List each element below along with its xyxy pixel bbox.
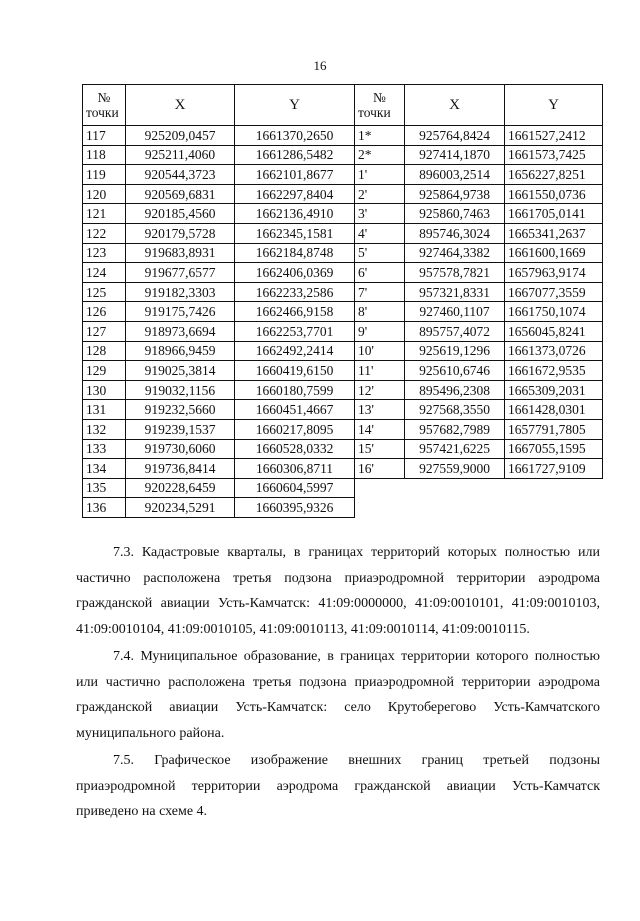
cell-point-number: 126 [83, 302, 126, 322]
table-row [83, 361, 603, 381]
cell-x: 920228,6459 [126, 478, 235, 498]
cell-x-2: 895496,2308 [405, 380, 505, 400]
paragraph-7-5 [76, 748, 600, 825]
cell-point-number: 120 [83, 184, 126, 204]
cell-y: 1662253,7701 [235, 321, 355, 341]
cell-y: 1660217,8095 [235, 419, 355, 439]
table-row [83, 263, 603, 283]
paragraph-7-4-text: 7.4. Муниципальное образование, в границах территории которого полностью или частично расположена третья подзона приаэродромной территории аэродрома гражданской авиации Усть-Камчатск: село Крутоберегово Усть-Камчатского муниципального района. [76, 649, 600, 741]
cell-y: 1661370,2650 [235, 126, 355, 146]
cell-x-2: 957682,7989 [405, 419, 505, 439]
cell-x: 918973,6694 [126, 321, 235, 341]
cell-y-2: 1661727,9109 [505, 459, 603, 479]
cell-point-number-2: 1* [355, 126, 405, 146]
cell-y: 1660306,8711 [235, 459, 355, 479]
cell-x-2: 925860,7463 [405, 204, 505, 224]
cell-x: 919175,7426 [126, 302, 235, 322]
cell-y-2: 1661527,2412 [505, 126, 603, 146]
empty-cell [355, 498, 405, 518]
cell-x-2: 895757,4072 [405, 321, 505, 341]
cell-y-2: 1661750,1074 [505, 302, 603, 322]
empty-cell [355, 478, 405, 498]
table-header-row [83, 85, 603, 126]
cell-point-number: 119 [83, 165, 126, 185]
cell-y-2: 1665341,2637 [505, 223, 603, 243]
cell-x: 918966,9459 [126, 341, 235, 361]
cell-point-number: 125 [83, 282, 126, 302]
table-row [83, 400, 603, 420]
cell-y-2: 1661373,0726 [505, 341, 603, 361]
cell-x-2: 927559,9000 [405, 459, 505, 479]
cell-y: 1662466,9158 [235, 302, 355, 322]
cell-y: 1662492,2414 [235, 341, 355, 361]
table-row [83, 321, 603, 341]
cell-x: 919182,3303 [126, 282, 235, 302]
cell-x-2: 957421,6225 [405, 439, 505, 459]
cell-point-number-2: 8' [355, 302, 405, 322]
table-row [83, 223, 603, 243]
header-number-sign: № [97, 90, 111, 105]
header-x-2: X [405, 85, 505, 126]
empty-cell [405, 478, 505, 498]
cell-point-number-2: 1' [355, 165, 405, 185]
cell-y: 1660180,7599 [235, 380, 355, 400]
cell-point-number-2: 6' [355, 263, 405, 283]
cell-x-2: 925610,6746 [405, 361, 505, 381]
cell-x: 920569,6831 [126, 184, 235, 204]
cell-point-number: 135 [83, 478, 126, 498]
cell-y-2: 1656045,8241 [505, 321, 603, 341]
cell-y-2: 1657791,7805 [505, 419, 603, 439]
cell-x-2: 896003,2514 [405, 165, 505, 185]
empty-cell [405, 498, 505, 518]
cell-y: 1660604,5997 [235, 478, 355, 498]
table-row [83, 419, 603, 439]
cell-x-2: 927464,3382 [405, 243, 505, 263]
cell-point-number-2: 3' [355, 204, 405, 224]
table-row [83, 126, 603, 146]
cell-point-number-2: 15' [355, 439, 405, 459]
cell-point-number: 131 [83, 400, 126, 420]
header-number-sign-2: № [373, 90, 386, 105]
cell-y-2: 1661705,0141 [505, 204, 603, 224]
cell-y: 1660451,4667 [235, 400, 355, 420]
cell-point-number: 122 [83, 223, 126, 243]
coordinates-table [82, 84, 603, 518]
cell-y-2: 1665309,2031 [505, 380, 603, 400]
cell-y: 1662406,0369 [235, 263, 355, 283]
cell-x: 919677,6577 [126, 263, 235, 283]
cell-point-number: 133 [83, 439, 126, 459]
cell-x: 919683,8931 [126, 243, 235, 263]
cell-y: 1661286,5482 [235, 145, 355, 165]
table-row [83, 204, 603, 224]
cell-x: 925211,4060 [126, 145, 235, 165]
cell-y-2: 1661573,7425 [505, 145, 603, 165]
paragraph-7-3-text: 7.3. Кадастровые кварталы, в границах территорий которых полностью или частично расположена третья подзона приаэродромной территории аэродрома гражданской авиации Усть-Камчатск: 41:09:0000000, 41:09:0010101, 41:09:0010103, 41:09:0010104, 41:09:0010105, 41:09:0010113, 41:09:0010114, 41:09:0010115. [76, 545, 600, 637]
cell-x-2: 927460,1107 [405, 302, 505, 322]
cell-point-number-2: 14' [355, 419, 405, 439]
page-number: 16 [313, 58, 327, 73]
cell-point-number: 121 [83, 204, 126, 224]
cell-x-2: 927414,1870 [405, 145, 505, 165]
cell-y: 1660395,9326 [235, 498, 355, 518]
header-y: Y [235, 85, 355, 126]
table-row [83, 498, 603, 518]
cell-point-number: 123 [83, 243, 126, 263]
cell-x: 919736,8414 [126, 459, 235, 479]
table-row [83, 478, 603, 498]
table-row [83, 184, 603, 204]
table-row [83, 165, 603, 185]
table-row [83, 380, 603, 400]
cell-point-number-2: 2* [355, 145, 405, 165]
cell-y-2: 1656227,8251 [505, 165, 603, 185]
cell-point-number-2: 10' [355, 341, 405, 361]
table-row [83, 439, 603, 459]
cell-point-number-2: 7' [355, 282, 405, 302]
cell-point-number: 136 [83, 498, 126, 518]
cell-point-number: 128 [83, 341, 126, 361]
cell-y: 1662101,8677 [235, 165, 355, 185]
cell-point-number-2: 11' [355, 361, 405, 381]
cell-x: 920544,3723 [126, 165, 235, 185]
cell-point-number-2: 9' [355, 321, 405, 341]
table-row [83, 302, 603, 322]
cell-point-number-2: 13' [355, 400, 405, 420]
cell-y-2: 1657963,9174 [505, 263, 603, 283]
cell-x-2: 925619,1296 [405, 341, 505, 361]
cell-x-2: 927568,3550 [405, 400, 505, 420]
paragraph-7-3 [76, 540, 600, 642]
cell-point-number: 117 [83, 126, 126, 146]
cell-x-2: 925764,8424 [405, 126, 505, 146]
table-header [83, 85, 603, 126]
cell-point-number: 134 [83, 459, 126, 479]
table-row [83, 282, 603, 302]
empty-cell [505, 478, 603, 498]
header-point-label: точки [86, 105, 119, 120]
cell-x-2: 957578,7821 [405, 263, 505, 283]
cell-y-2: 1661600,1669 [505, 243, 603, 263]
cell-point-number: 130 [83, 380, 126, 400]
cell-x: 919730,6060 [126, 439, 235, 459]
cell-x: 920234,5291 [126, 498, 235, 518]
cell-y: 1660528,0332 [235, 439, 355, 459]
cell-y: 1662136,4910 [235, 204, 355, 224]
table-row [83, 459, 603, 479]
table-row [83, 243, 603, 263]
cell-x: 919239,1537 [126, 419, 235, 439]
table-row [83, 145, 603, 165]
header-y-2: Y [505, 85, 603, 126]
cell-point-number-2: 2' [355, 184, 405, 204]
cell-x: 919232,5660 [126, 400, 235, 420]
paragraph-7-4 [76, 644, 600, 746]
header-point-number-2 [355, 85, 405, 126]
header-x: X [126, 85, 235, 126]
cell-y-2: 1667055,1595 [505, 439, 603, 459]
table-body [83, 126, 603, 518]
cell-point-number: 127 [83, 321, 126, 341]
header-point-number [83, 85, 126, 126]
cell-x: 920179,5728 [126, 223, 235, 243]
cell-y-2: 1667077,3559 [505, 282, 603, 302]
cell-y: 1662184,8748 [235, 243, 355, 263]
empty-cell [505, 498, 603, 518]
cell-x: 919025,3814 [126, 361, 235, 381]
cell-x: 919032,1156 [126, 380, 235, 400]
cell-point-number: 129 [83, 361, 126, 381]
paragraph-7-5-text: 7.5. Графическое изображение внешних границ третьей подзоны приаэродромной территории аэродрома гражданской авиации Усть-Камчатск приведено на схеме 4. [76, 753, 600, 819]
header-point-label-2: точки [358, 105, 391, 120]
cell-y-2: 1661428,0301 [505, 400, 603, 420]
cell-x: 920185,4560 [126, 204, 235, 224]
cell-x: 925209,0457 [126, 126, 235, 146]
cell-point-number-2: 5' [355, 243, 405, 263]
cell-point-number-2: 16' [355, 459, 405, 479]
cell-point-number-2: 4' [355, 223, 405, 243]
cell-point-number-2: 12' [355, 380, 405, 400]
cell-y: 1660419,6150 [235, 361, 355, 381]
cell-y: 1662233,2586 [235, 282, 355, 302]
cell-point-number: 118 [83, 145, 126, 165]
table-row [83, 341, 603, 361]
cell-y: 1662345,1581 [235, 223, 355, 243]
cell-point-number: 124 [83, 263, 126, 283]
cell-point-number: 132 [83, 419, 126, 439]
cell-y-2: 1661550,0736 [505, 184, 603, 204]
cell-x-2: 957321,8331 [405, 282, 505, 302]
cell-x-2: 925864,9738 [405, 184, 505, 204]
cell-y-2: 1661672,9535 [505, 361, 603, 381]
cell-x-2: 895746,3024 [405, 223, 505, 243]
cell-y: 1662297,8404 [235, 184, 355, 204]
